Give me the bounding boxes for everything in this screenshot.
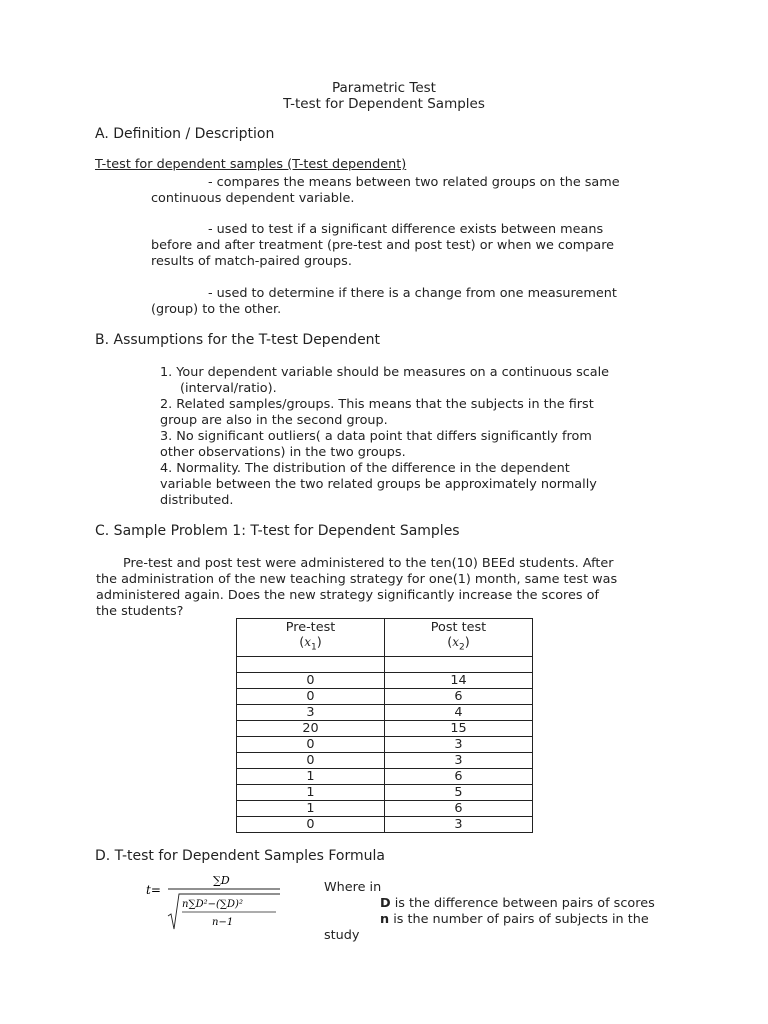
assumption-2-line-1: 2. Related samples/groups. This means that the subjects in the first	[160, 397, 594, 412]
definition-bullet-2-line-2: before and after treatment (pre-test and post test) or when we compare	[151, 238, 615, 253]
pre-test-cell: 1	[237, 800, 385, 816]
post-test-cell: 3	[385, 816, 533, 832]
table-row	[237, 720, 533, 736]
table-row	[237, 656, 533, 672]
post-test-cell: 6	[385, 688, 533, 704]
post-test-cell	[385, 656, 533, 672]
n-symbol: n	[380, 912, 390, 927]
post-test-cell: 3	[385, 736, 533, 752]
x2-symbol: x	[452, 635, 460, 649]
formula-numerator: ∑D	[213, 874, 230, 887]
assumption-4-line-1: 4. Normality. The distribution of the difference in the dependent	[160, 461, 570, 476]
d-definition	[380, 896, 655, 912]
table-row	[237, 800, 533, 816]
pre-test-header: Pre-test $(x_1)$	[237, 619, 385, 657]
definition-bullet-1-line-2: continuous dependent variable.	[151, 191, 355, 206]
document-title: Parametric Test	[332, 80, 436, 96]
table-row	[237, 704, 533, 720]
pre-test-cell: 20	[237, 720, 385, 736]
post-test-cell: 6	[385, 800, 533, 816]
assumption-4-line-3: distributed.	[160, 493, 234, 508]
definition-bullet-2-line-3: results of match-paired groups.	[151, 254, 352, 269]
table-row	[237, 672, 533, 688]
t-test-formula	[146, 872, 286, 932]
assumption-3-line-1: 3. No significant outliers( a data point that differs significantly from	[160, 429, 592, 444]
pre-test-cell: 0	[237, 688, 385, 704]
pre-test-cell: 0	[237, 752, 385, 768]
d-description: is the difference between pairs of scores	[390, 896, 655, 911]
section-a-heading: A. Definition / Description	[95, 126, 275, 142]
pre-test-cell	[237, 656, 385, 672]
n-definition	[380, 912, 649, 928]
table-row	[237, 784, 533, 800]
pre-test-cell: 0	[237, 736, 385, 752]
assumption-1-line-1: 1. Your dependent variable should be measures on a continuous scale	[160, 365, 610, 380]
definition-bullet-3-line-1: - used to determine if there is a change from one measurement	[208, 286, 617, 301]
pre-test-cell: 3	[237, 704, 385, 720]
problem-line-1: Pre-test and post test were administered to the ten(10) BEEd students. After	[123, 556, 614, 571]
document-subtitle: T-test for Dependent Samples	[283, 96, 485, 112]
section-a-subheading: T-test for dependent samples (T-test dependent)	[95, 157, 407, 172]
pre-test-cell: 0	[237, 672, 385, 688]
table-header-row	[237, 619, 533, 657]
table-row	[237, 768, 533, 784]
assumption-3-line-2: other observations) in the two groups.	[160, 445, 406, 460]
pre-test-cell: 0	[237, 816, 385, 832]
x1-subscript: 1	[311, 642, 317, 653]
table-row	[237, 752, 533, 768]
problem-line-4: the students?	[96, 604, 184, 619]
d-symbol: D	[380, 896, 391, 911]
definition-bullet-1-line-1: - compares the means between two related groups on the same	[208, 175, 620, 190]
study-continuation: study	[324, 928, 360, 943]
scores-table-body	[237, 656, 533, 832]
formula-denominator-top: n∑D²−(∑D)²	[182, 899, 243, 910]
post-test-cell: 6	[385, 768, 533, 784]
assumption-1-line-2: (interval/ratio).	[180, 381, 277, 396]
post-test-cell: 5	[385, 784, 533, 800]
x2-subscript: 2	[459, 642, 465, 653]
where-in-label: Where in	[324, 880, 382, 895]
pre-test-label: Pre-test	[285, 620, 336, 635]
table-row	[237, 816, 533, 832]
problem-line-2: the administration of the new teaching strategy for one(1) month, same test was	[96, 572, 618, 587]
problem-line-3: administered again. Does the new strategy significantly increase the scores of	[96, 588, 599, 603]
assumption-4-line-2: variable between the two related groups be approximately normally	[160, 477, 597, 492]
definition-bullet-2-line-1: - used to test if a significant difference exists between means	[208, 222, 604, 237]
table-row	[237, 688, 533, 704]
section-c-heading: C. Sample Problem 1: T-test for Dependent Samples	[95, 523, 460, 539]
post-test-cell: 3	[385, 752, 533, 768]
assumption-2-line-2: group are also in the second group.	[160, 413, 388, 428]
section-d-heading: D. T-test for Dependent Samples Formula	[95, 848, 385, 864]
post-test-cell: 15	[385, 720, 533, 736]
table-row	[237, 736, 533, 752]
pre-test-cell: 1	[237, 768, 385, 784]
post-test-cell: 4	[385, 704, 533, 720]
post-test-header: Post test $(x_2)$	[385, 619, 533, 657]
x1-symbol: x	[304, 635, 312, 649]
scores-table	[236, 618, 533, 833]
n-description: is the number of pairs of subjects in the	[389, 912, 649, 927]
pre-test-cell: 1	[237, 784, 385, 800]
post-test-cell: 14	[385, 672, 533, 688]
formula-denominator-bottom: n−1	[212, 917, 234, 928]
post-test-label: Post test	[430, 620, 487, 635]
section-b-heading: B. Assumptions for the T-test Dependent	[95, 332, 381, 348]
definition-bullet-3-line-2: (group) to the other.	[151, 302, 282, 317]
formula-lhs: t=	[146, 883, 161, 897]
